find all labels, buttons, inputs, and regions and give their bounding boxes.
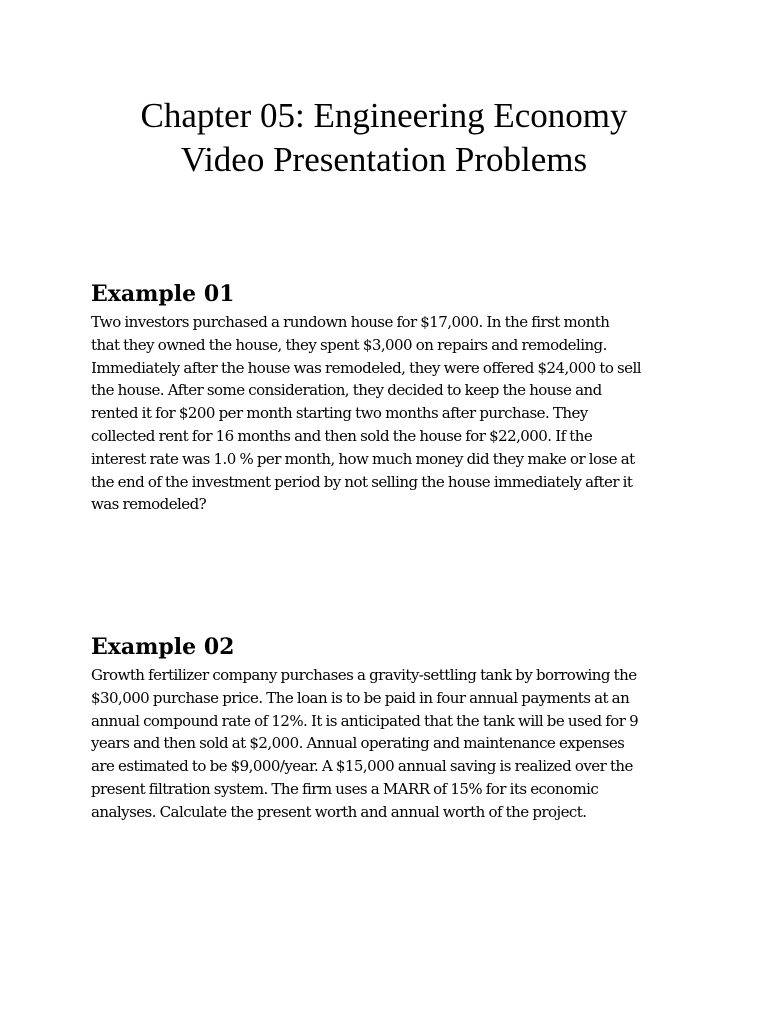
example-01-line: Two investors purchased a rundown house for $17,000. In the first month [91, 313, 610, 331]
example-02-body [91, 664, 681, 824]
example-01-heading: Example 01 [91, 281, 235, 307]
example-02-line: $30,000 purchase price. The loan is to be paid in four annual payments at an [91, 688, 630, 707]
example-01-body [91, 311, 681, 516]
example-01-line: interest rate was 1.0 % per month, how much money did they make or lose at [91, 449, 635, 468]
example-02-section [91, 632, 681, 824]
example-02-heading: Example 02 [91, 634, 235, 660]
example-01-section [91, 279, 681, 516]
example-02-line: analyses. Calculate the present worth and annual worth of the project. [91, 802, 587, 821]
example-01-line: was remodeled? [91, 495, 207, 514]
example-01-line: collected rent for 16 months and then sold the house for $22,000. If the [91, 426, 593, 445]
example-01-line: Immediately after the house was remodeled, they were offered $24,000 to sell [91, 358, 642, 377]
example-02-line: Growth fertilizer company purchases a gravity-settling tank by borrowing the [91, 666, 637, 684]
example-02-line: annual compound rate of 12%. It is anticipated that the tank will be used for 9 [91, 711, 639, 730]
example-02-line: years and then sold at $2,000. Annual operating and maintenance expenses [91, 734, 625, 753]
example-02-line: present filtration system. The firm uses a MARR of 15% for its economic [91, 779, 599, 798]
page-title [0, 94, 768, 182]
example-01-line: rented it for $200 per month starting two months after purchase. They [91, 404, 588, 423]
example-02-line: are estimated to be $9,000/year. A $15,000 annual saving is realized over the [91, 757, 633, 776]
title-line-1: Chapter 05: Engineering Economy [140, 96, 628, 135]
title-line-2: Video Presentation Problems [180, 140, 588, 179]
example-01-line: that they owned the house, they spent $3,000 on repairs and remodeling. [91, 335, 607, 354]
example-01-line: the house. After some consideration, they decided to keep the house and [91, 381, 602, 400]
example-01-line: the end of the investment period by not selling the house immediately after it [91, 472, 633, 491]
